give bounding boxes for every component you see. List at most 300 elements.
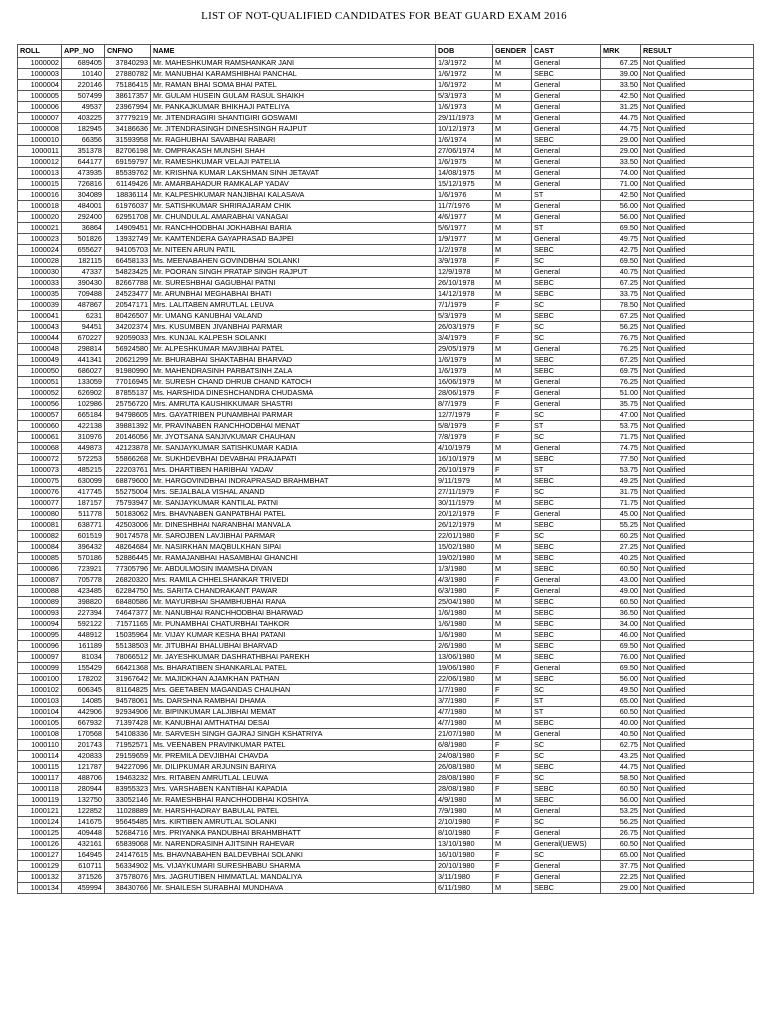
name-cell: Mr. BIPINKUMAR LALJIBHAI MEMAT (151, 707, 436, 718)
roll-cell: 1000021 (18, 223, 62, 234)
cnfno-cell: 38430766 (105, 883, 151, 894)
cast-cell: SEBC (532, 542, 601, 553)
mrk-cell: 58.50 (601, 773, 641, 784)
app-no-cell: 36864 (62, 223, 105, 234)
column-header-gender: GENDER (493, 45, 532, 58)
candidates-table (17, 44, 754, 894)
mrk-cell: 69.50 (601, 663, 641, 674)
app-no-cell: 141675 (62, 817, 105, 828)
name-cell: Mr. SANJAYKUMAR SATISHKUMAR KADIA (151, 443, 436, 454)
roll-cell: 1000081 (18, 520, 62, 531)
dob-cell: 4/3/1980 (436, 575, 493, 586)
cast-cell: General (532, 663, 601, 674)
gender-cell: M (493, 80, 532, 91)
dob-cell: 3/4/1979 (436, 333, 493, 344)
roll-cell: 1000052 (18, 388, 62, 399)
cast-cell: SEBC (532, 795, 601, 806)
cnfno-cell: 85539762 (105, 168, 151, 179)
dob-cell: 1/6/1976 (436, 190, 493, 201)
app-no-cell: 487867 (62, 300, 105, 311)
table-row (18, 58, 754, 69)
mrk-cell: 42.50 (601, 91, 641, 102)
mrk-cell: 67.25 (601, 355, 641, 366)
table-row (18, 333, 754, 344)
name-cell: Mr. NANUBHAI RANCHHODBHAI BHARWAD (151, 608, 436, 619)
gender-cell: F (493, 872, 532, 883)
name-cell: Ms. VEENABEN PRAVINKUMAR PATEL (151, 740, 436, 751)
roll-cell: 1000095 (18, 630, 62, 641)
mrk-cell: 44.75 (601, 113, 641, 124)
table-row (18, 289, 754, 300)
roll-cell: 1000035 (18, 289, 62, 300)
name-cell: Mr. JITENDRAGIRI SHANTIGIRI GOSWAMI (151, 113, 436, 124)
dob-cell: 20/10/1980 (436, 861, 493, 872)
name-cell: Ms. VIJAYKUMARI SURESHBABU SHARMA (151, 861, 436, 872)
cast-cell: General (532, 212, 601, 223)
mrk-cell: 74.00 (601, 168, 641, 179)
app-no-cell: 610711 (62, 861, 105, 872)
dob-cell: 29/11/1973 (436, 113, 493, 124)
result-cell: Not Qualified (641, 817, 754, 828)
app-no-cell: 422138 (62, 421, 105, 432)
gender-cell: M (493, 344, 532, 355)
app-no-cell: 396432 (62, 542, 105, 553)
gender-cell: M (493, 630, 532, 641)
name-cell: Mrs. PRIYANKA PANDUBHAI BRAHMBHATT (151, 828, 436, 839)
result-cell: Not Qualified (641, 179, 754, 190)
app-no-cell: 155429 (62, 663, 105, 674)
dob-cell: 2/6/1980 (436, 641, 493, 652)
cast-cell: General (532, 509, 601, 520)
mrk-cell: 74.75 (601, 443, 641, 454)
table-row (18, 498, 754, 509)
gender-cell: M (493, 91, 532, 102)
name-cell: Mr. PRAVINABEN RANCHHODBHAI MENAT (151, 421, 436, 432)
mrk-cell: 42.75 (601, 245, 641, 256)
table-row (18, 674, 754, 685)
result-cell: Not Qualified (641, 806, 754, 817)
gender-cell: M (493, 212, 532, 223)
cnfno-cell: 56924580 (105, 344, 151, 355)
mrk-cell: 31.75 (601, 487, 641, 498)
result-cell: Not Qualified (641, 190, 754, 201)
mrk-cell: 60.50 (601, 564, 641, 575)
mrk-cell: 60.25 (601, 531, 641, 542)
cast-cell: ST (532, 707, 601, 718)
cast-cell: General (532, 575, 601, 586)
roll-cell: 1000080 (18, 509, 62, 520)
gender-cell: F (493, 388, 532, 399)
cnfno-cell: 24147615 (105, 850, 151, 861)
roll-cell: 1000007 (18, 113, 62, 124)
gender-cell: F (493, 773, 532, 784)
result-cell: Not Qualified (641, 839, 754, 850)
mrk-cell: 60.50 (601, 784, 641, 795)
name-cell: Mr. NITEEN ARUN PATIL (151, 245, 436, 256)
gender-cell: M (493, 476, 532, 487)
roll-cell: 1000077 (18, 498, 62, 509)
roll-cell: 1000075 (18, 476, 62, 487)
cnfno-cell: 78066512 (105, 652, 151, 663)
mrk-cell: 76.25 (601, 377, 641, 388)
app-no-cell: 409448 (62, 828, 105, 839)
result-cell: Not Qualified (641, 542, 754, 553)
mrk-cell: 33.50 (601, 157, 641, 168)
mrk-cell: 49.50 (601, 685, 641, 696)
gender-cell: M (493, 454, 532, 465)
roll-cell: 1000093 (18, 608, 62, 619)
table-row (18, 124, 754, 135)
table-row (18, 762, 754, 773)
cast-cell: SEBC (532, 278, 601, 289)
result-cell: Not Qualified (641, 520, 754, 531)
table-row (18, 839, 754, 850)
app-no-cell: 182945 (62, 124, 105, 135)
app-no-cell: 351378 (62, 146, 105, 157)
result-cell: Not Qualified (641, 476, 754, 487)
result-cell: Not Qualified (641, 487, 754, 498)
cnfno-cell: 39881392 (105, 421, 151, 432)
result-cell: Not Qualified (641, 69, 754, 80)
cast-cell: General (532, 113, 601, 124)
column-header-app-no: APP_NO (62, 45, 105, 58)
app-no-cell: 132750 (62, 795, 105, 806)
app-no-cell: 423485 (62, 586, 105, 597)
app-no-cell: 485215 (62, 465, 105, 476)
roll-cell: 1000089 (18, 597, 62, 608)
mrk-cell: 44.75 (601, 124, 641, 135)
column-header-result: RESULT (641, 45, 754, 58)
cast-cell: SEBC (532, 498, 601, 509)
table-row (18, 69, 754, 80)
name-cell: Mr. KANUBHAI AMTHATHAI DESAI (151, 718, 436, 729)
gender-cell: M (493, 157, 532, 168)
mrk-cell: 46.00 (601, 630, 641, 641)
mrk-cell: 53.25 (601, 806, 641, 817)
result-cell: Not Qualified (641, 410, 754, 421)
mrk-cell: 37.75 (601, 861, 641, 872)
cnfno-cell: 61976037 (105, 201, 151, 212)
mrk-cell: 56.00 (601, 674, 641, 685)
mrk-cell: 67.25 (601, 58, 641, 69)
mrk-cell: 29.00 (601, 135, 641, 146)
name-cell: Mr. MAHESHKUMAR RAMSHANKAR JANI (151, 58, 436, 69)
name-cell: Mr. POORAN SINGH PRATAP SINGH RAJPUT (151, 267, 436, 278)
dob-cell: 28/06/1979 (436, 388, 493, 399)
cnfno-cell: 27880782 (105, 69, 151, 80)
result-cell: Not Qualified (641, 366, 754, 377)
gender-cell: M (493, 58, 532, 69)
app-no-cell: 371526 (62, 872, 105, 883)
result-cell: Not Qualified (641, 344, 754, 355)
gender-cell: M (493, 234, 532, 245)
result-cell: Not Qualified (641, 685, 754, 696)
dob-cell: 26/10/1978 (436, 278, 493, 289)
dob-cell: 16/06/1979 (436, 377, 493, 388)
cnfno-cell: 55275004 (105, 487, 151, 498)
dob-cell: 16/10/1980 (436, 850, 493, 861)
gender-cell: M (493, 674, 532, 685)
result-cell: Not Qualified (641, 124, 754, 135)
app-no-cell: 121787 (62, 762, 105, 773)
table-row (18, 113, 754, 124)
app-no-cell: 122852 (62, 806, 105, 817)
gender-cell: F (493, 740, 532, 751)
name-cell: Mrs. SEJALBALA VISHAL ANAND (151, 487, 436, 498)
cnfno-cell: 42503006 (105, 520, 151, 531)
table-row (18, 432, 754, 443)
roll-cell: 1000020 (18, 212, 62, 223)
cnfno-cell: 33052146 (105, 795, 151, 806)
gender-cell: M (493, 69, 532, 80)
result-cell: Not Qualified (641, 443, 754, 454)
table-row (18, 410, 754, 421)
app-no-cell: 723921 (62, 564, 105, 575)
gender-cell: M (493, 883, 532, 894)
roll-cell: 1000119 (18, 795, 62, 806)
dob-cell: 19/02/1980 (436, 553, 493, 564)
result-cell: Not Qualified (641, 509, 754, 520)
cast-cell: General (532, 179, 601, 190)
mrk-cell: 42.50 (601, 190, 641, 201)
gender-cell: M (493, 245, 532, 256)
cnfno-cell: 65839068 (105, 839, 151, 850)
cnfno-cell: 92934906 (105, 707, 151, 718)
roll-cell: 1000108 (18, 729, 62, 740)
roll-cell: 1000005 (18, 91, 62, 102)
dob-cell: 14/12/1978 (436, 289, 493, 300)
roll-cell: 1000076 (18, 487, 62, 498)
roll-cell: 1000099 (18, 663, 62, 674)
cnfno-cell: 11028889 (105, 806, 151, 817)
roll-cell: 1000117 (18, 773, 62, 784)
dob-cell: 20/12/1979 (436, 509, 493, 520)
cast-cell: General (532, 344, 601, 355)
column-header-dob: DOB (436, 45, 493, 58)
cnfno-cell: 23967994 (105, 102, 151, 113)
app-no-cell: 187157 (62, 498, 105, 509)
cast-cell: SEBC (532, 762, 601, 773)
table-row (18, 509, 754, 520)
cast-cell: SC (532, 531, 601, 542)
gender-cell: M (493, 762, 532, 773)
app-no-cell: 220146 (62, 80, 105, 91)
roll-cell: 1000024 (18, 245, 62, 256)
roll-cell: 1000011 (18, 146, 62, 157)
roll-cell: 1000072 (18, 454, 62, 465)
name-cell: Mr. KRISHNA KUMAR LAKSHMAN SINH JETAVAT (151, 168, 436, 179)
result-cell: Not Qualified (641, 762, 754, 773)
mrk-cell: 40.50 (601, 729, 641, 740)
gender-cell: F (493, 322, 532, 333)
dob-cell: 1/7/1980 (436, 685, 493, 696)
gender-cell: F (493, 850, 532, 861)
cast-cell: SEBC (532, 718, 601, 729)
cnfno-cell: 20146056 (105, 432, 151, 443)
mrk-cell: 34.00 (601, 619, 641, 630)
gender-cell: M (493, 564, 532, 575)
app-no-cell: 592122 (62, 619, 105, 630)
table-row (18, 531, 754, 542)
cnfno-cell: 87855137 (105, 388, 151, 399)
mrk-cell: 53.75 (601, 465, 641, 476)
roll-cell: 1000085 (18, 553, 62, 564)
name-cell: Mr. SARVESH SINGH GAJRAJ SINGH KSHATRIYA (151, 729, 436, 740)
name-cell: Mr. JAYESHKUMAR DASHRATHBHAI PAREKH (151, 652, 436, 663)
table-row (18, 377, 754, 388)
gender-cell: M (493, 608, 532, 619)
dob-cell: 8/7/1979 (436, 399, 493, 410)
roll-cell: 1000127 (18, 850, 62, 861)
dob-cell: 25/04/1980 (436, 597, 493, 608)
table-row (18, 443, 754, 454)
cast-cell: SEBC (532, 564, 601, 575)
mrk-cell: 67.25 (601, 278, 641, 289)
app-no-cell: 667932 (62, 718, 105, 729)
roll-cell: 1000033 (18, 278, 62, 289)
cast-cell: General (532, 806, 601, 817)
mrk-cell: 69.75 (601, 366, 641, 377)
result-cell: Not Qualified (641, 91, 754, 102)
table-row (18, 751, 754, 762)
table-row (18, 861, 754, 872)
mrk-cell: 56.25 (601, 322, 641, 333)
roll-cell: 1000008 (18, 124, 62, 135)
cast-cell: General (532, 443, 601, 454)
gender-cell: F (493, 586, 532, 597)
cnfno-cell: 31593958 (105, 135, 151, 146)
gender-cell: M (493, 190, 532, 201)
gender-cell: M (493, 806, 532, 817)
cast-cell: SEBC (532, 674, 601, 685)
mrk-cell: 71.00 (601, 179, 641, 190)
name-cell: Mr. JITENDRASINGH DINESHSINGH RAJPUT (151, 124, 436, 135)
dob-cell: 1/2/1978 (436, 245, 493, 256)
app-no-cell: 686027 (62, 366, 105, 377)
result-cell: Not Qualified (641, 707, 754, 718)
table-row (18, 135, 754, 146)
gender-cell: M (493, 641, 532, 652)
result-cell: Not Qualified (641, 377, 754, 388)
table-row (18, 784, 754, 795)
result-cell: Not Qualified (641, 784, 754, 795)
cast-cell: General (532, 267, 601, 278)
cnfno-cell: 19463232 (105, 773, 151, 784)
cnfno-cell: 66458133 (105, 256, 151, 267)
result-cell: Not Qualified (641, 168, 754, 179)
cnfno-cell: 55866268 (105, 454, 151, 465)
cast-cell: SEBC (532, 366, 601, 377)
cast-cell: General (532, 157, 601, 168)
table-row (18, 619, 754, 630)
cast-cell: General (532, 234, 601, 245)
gender-cell: F (493, 828, 532, 839)
mrk-cell: 33.75 (601, 289, 641, 300)
cnfno-cell: 42123878 (105, 443, 151, 454)
app-no-cell: 601519 (62, 531, 105, 542)
cnfno-cell: 77016945 (105, 377, 151, 388)
cast-cell: SC (532, 256, 601, 267)
roll-cell: 1000030 (18, 267, 62, 278)
gender-cell: M (493, 289, 532, 300)
result-cell: Not Qualified (641, 795, 754, 806)
app-no-cell: 442906 (62, 707, 105, 718)
cnfno-cell: 22203761 (105, 465, 151, 476)
result-cell: Not Qualified (641, 465, 754, 476)
name-cell: Ms. HARSHIDA DINESHCHANDRA CHUDASMA (151, 388, 436, 399)
result-cell: Not Qualified (641, 300, 754, 311)
mrk-cell: 77.50 (601, 454, 641, 465)
column-header-roll: ROLL (18, 45, 62, 58)
name-cell: Mr. MAYURBHAI SHAMBHUBHAI RANA (151, 597, 436, 608)
cnfno-cell: 25756720 (105, 399, 151, 410)
roll-cell: 1000057 (18, 410, 62, 421)
roll-cell: 1000126 (18, 839, 62, 850)
mrk-cell: 56.00 (601, 201, 641, 212)
app-no-cell: 403225 (62, 113, 105, 124)
app-no-cell: 14085 (62, 696, 105, 707)
mrk-cell: 53.75 (601, 421, 641, 432)
mrk-cell: 62.75 (601, 740, 641, 751)
name-cell: Mr. SAROJBEN LAVJIBHAI PARMAR (151, 531, 436, 542)
cast-cell: General(UEWS) (532, 839, 601, 850)
name-cell: Mr. NARENDRASINH AJITSINH RAHEVAR (151, 839, 436, 850)
roll-cell: 1000044 (18, 333, 62, 344)
name-cell: Mr. RAMAJANBHAI HASAMBHAI GHANCHI (151, 553, 436, 564)
table-row (18, 828, 754, 839)
dob-cell: 12/9/1978 (436, 267, 493, 278)
cast-cell: SEBC (532, 883, 601, 894)
dob-cell: 1/6/1979 (436, 366, 493, 377)
name-cell: Ms. MEENABAHEN GOVINDBHAI SOLANKI (151, 256, 436, 267)
app-no-cell: 665184 (62, 410, 105, 421)
roll-cell: 1000039 (18, 300, 62, 311)
gender-cell: M (493, 542, 532, 553)
table-row (18, 773, 754, 784)
result-cell: Not Qualified (641, 674, 754, 685)
app-no-cell: 81034 (62, 652, 105, 663)
roll-cell: 1000006 (18, 102, 62, 113)
table-row (18, 212, 754, 223)
roll-cell: 1000043 (18, 322, 62, 333)
name-cell: Mr. MAHENDRASINH PARBATSINH ZALA (151, 366, 436, 377)
mrk-cell: 78.50 (601, 300, 641, 311)
result-cell: Not Qualified (641, 751, 754, 762)
name-cell: Mr. UMANG KANUBHAI VALAND (151, 311, 436, 322)
dob-cell: 11/7/1976 (436, 201, 493, 212)
cast-cell: SC (532, 685, 601, 696)
dob-cell: 27/06/1974 (436, 146, 493, 157)
cnfno-cell: 37578076 (105, 872, 151, 883)
name-cell: Mr. PREMILA DEVJIBHAI CHAVDA (151, 751, 436, 762)
roll-cell: 1000041 (18, 311, 62, 322)
table-row (18, 454, 754, 465)
roll-cell: 1000061 (18, 432, 62, 443)
gender-cell: F (493, 465, 532, 476)
gender-cell: M (493, 146, 532, 157)
name-cell: Mr. RAMESHBHAI RANCHHODBHAI KOSHIYA (151, 795, 436, 806)
table-row (18, 520, 754, 531)
mrk-cell: 31.25 (601, 102, 641, 113)
app-no-cell: 570186 (62, 553, 105, 564)
roll-cell: 1000073 (18, 465, 62, 476)
mrk-cell: 60.50 (601, 707, 641, 718)
cast-cell: ST (532, 421, 601, 432)
cnfno-cell: 54823425 (105, 267, 151, 278)
result-cell: Not Qualified (641, 872, 754, 883)
cast-cell: SEBC (532, 652, 601, 663)
cast-cell: SEBC (532, 597, 601, 608)
